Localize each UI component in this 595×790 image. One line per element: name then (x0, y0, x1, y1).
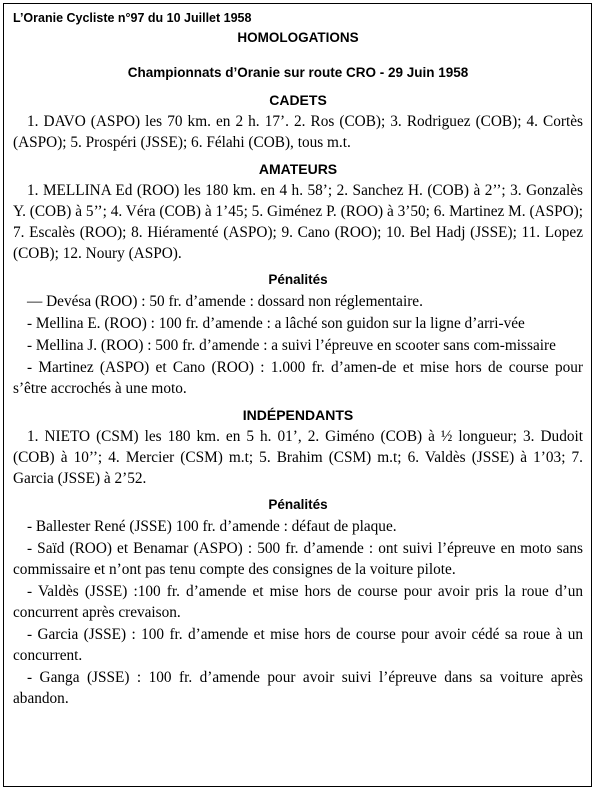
journal-line: L’Oranie Cycliste n°97 du 10 Juillet 1958 (13, 11, 252, 25)
result-paragraph: 1. NIETO (CSM) les 180 km. en 5 h. 01’, 2. Giméno (COB) à ½ longueur; 3. Dudoit (COB) à 10’’; 4. Mercier (CSM) m.t; 5. Brahim (CSM) m.t; 6. Valdès (JSSE) à 1’03; 7. Garcia (JSSE) à 2’52. (13, 428, 583, 487)
penalty-paragraph: - Mellina E. (ROO) : 100 fr. d’amende : a lâché son guidon sur la ligne d’arri-vée (27, 315, 525, 332)
section-heading-independants: INDÉPENDANTS (242, 407, 354, 423)
section-penalites-independants (13, 494, 583, 709)
section-independants (13, 404, 583, 489)
section-heading-penalites: Pénalités (268, 497, 328, 512)
section-cadets (13, 89, 583, 153)
section-penalites-amateurs (13, 269, 583, 399)
section-heading-penalites: Pénalités (268, 272, 328, 287)
penalty-paragraph: - Mellina J. (ROO) : 500 fr. d’amende : a suivi l’épreuve en scooter sans com-missaire (27, 337, 556, 354)
page-subtitle: Championnats d’Oranie sur route CRO - 29 Juin 1958 (127, 65, 469, 80)
section-heading-cadets: CADETS (269, 92, 327, 108)
document-frame (3, 3, 592, 787)
result-paragraph: 1. DAVO (ASPO) les 70 km. en 2 h. 17’. 2. Ros (COB); 3. Rodriguez (COB); 4. Cortès (ASPO); 5. Prospéri (JSSE); 6. Félahi (COB), tous m.t. (13, 113, 583, 151)
section-amateurs (13, 158, 583, 264)
penalty-paragraph: - Garcia (JSSE) : 100 fr. d’amende et mise hors de course pour avoir cédé sa roue à un concurrent. (13, 626, 583, 664)
result-paragraph: 1. MELLINA Ed (ROO) les 180 km. en 4 h. 58’; 2. Sanchez H. (COB) à 2’’; 3. Gonzalès Y. (COB) à 5’’; 4. Véra (COB) à 1’45; 5. Giménez P. (ROO) à 3’50; 6. Martinez M. (ASPO); 7. Escalès (ROO); 8. Hiéramenté (ASPO); 9. Cano (ROO); 10. Bel Hadj (JSSE); 11. Lopez (COB); 12. Noury (ASPO). (13, 182, 583, 262)
penalty-paragraph: - Ballester René (JSSE) 100 fr. d’amende : défaut de plaque. (27, 518, 397, 535)
penalty-paragraph: - Saïd (ROO) et Benamar (ASPO) : 500 fr. d’amende : ont suivi l’épreuve en moto sans commissaire et n’ont pas tenu compte des consignes de la voiture pilote. (13, 540, 583, 578)
penalty-paragraph: - Valdès (JSSE) :100 fr. d’amende et mise hors de course pour avoir pris la roue d’un concurrent après crevaison. (13, 583, 583, 621)
penalty-paragraph: — Devésa (ROO) : 50 fr. d’amende : dossard non réglementaire. (27, 293, 423, 310)
penalty-paragraph: - Martinez (ASPO) et Cano (ROO) : 1.000 fr. d’amen-de et mise hors de course pour s’être accrochés à une moto. (13, 359, 583, 397)
section-heading-amateurs: AMATEURS (258, 161, 338, 177)
document-body (13, 10, 583, 710)
page-title: HOMOLOGATIONS (237, 30, 359, 45)
penalty-paragraph: - Ganga (JSSE) : 100 fr. d’amende pour avoir suivi l’épreuve dans sa voiture après abandon. (13, 669, 583, 707)
